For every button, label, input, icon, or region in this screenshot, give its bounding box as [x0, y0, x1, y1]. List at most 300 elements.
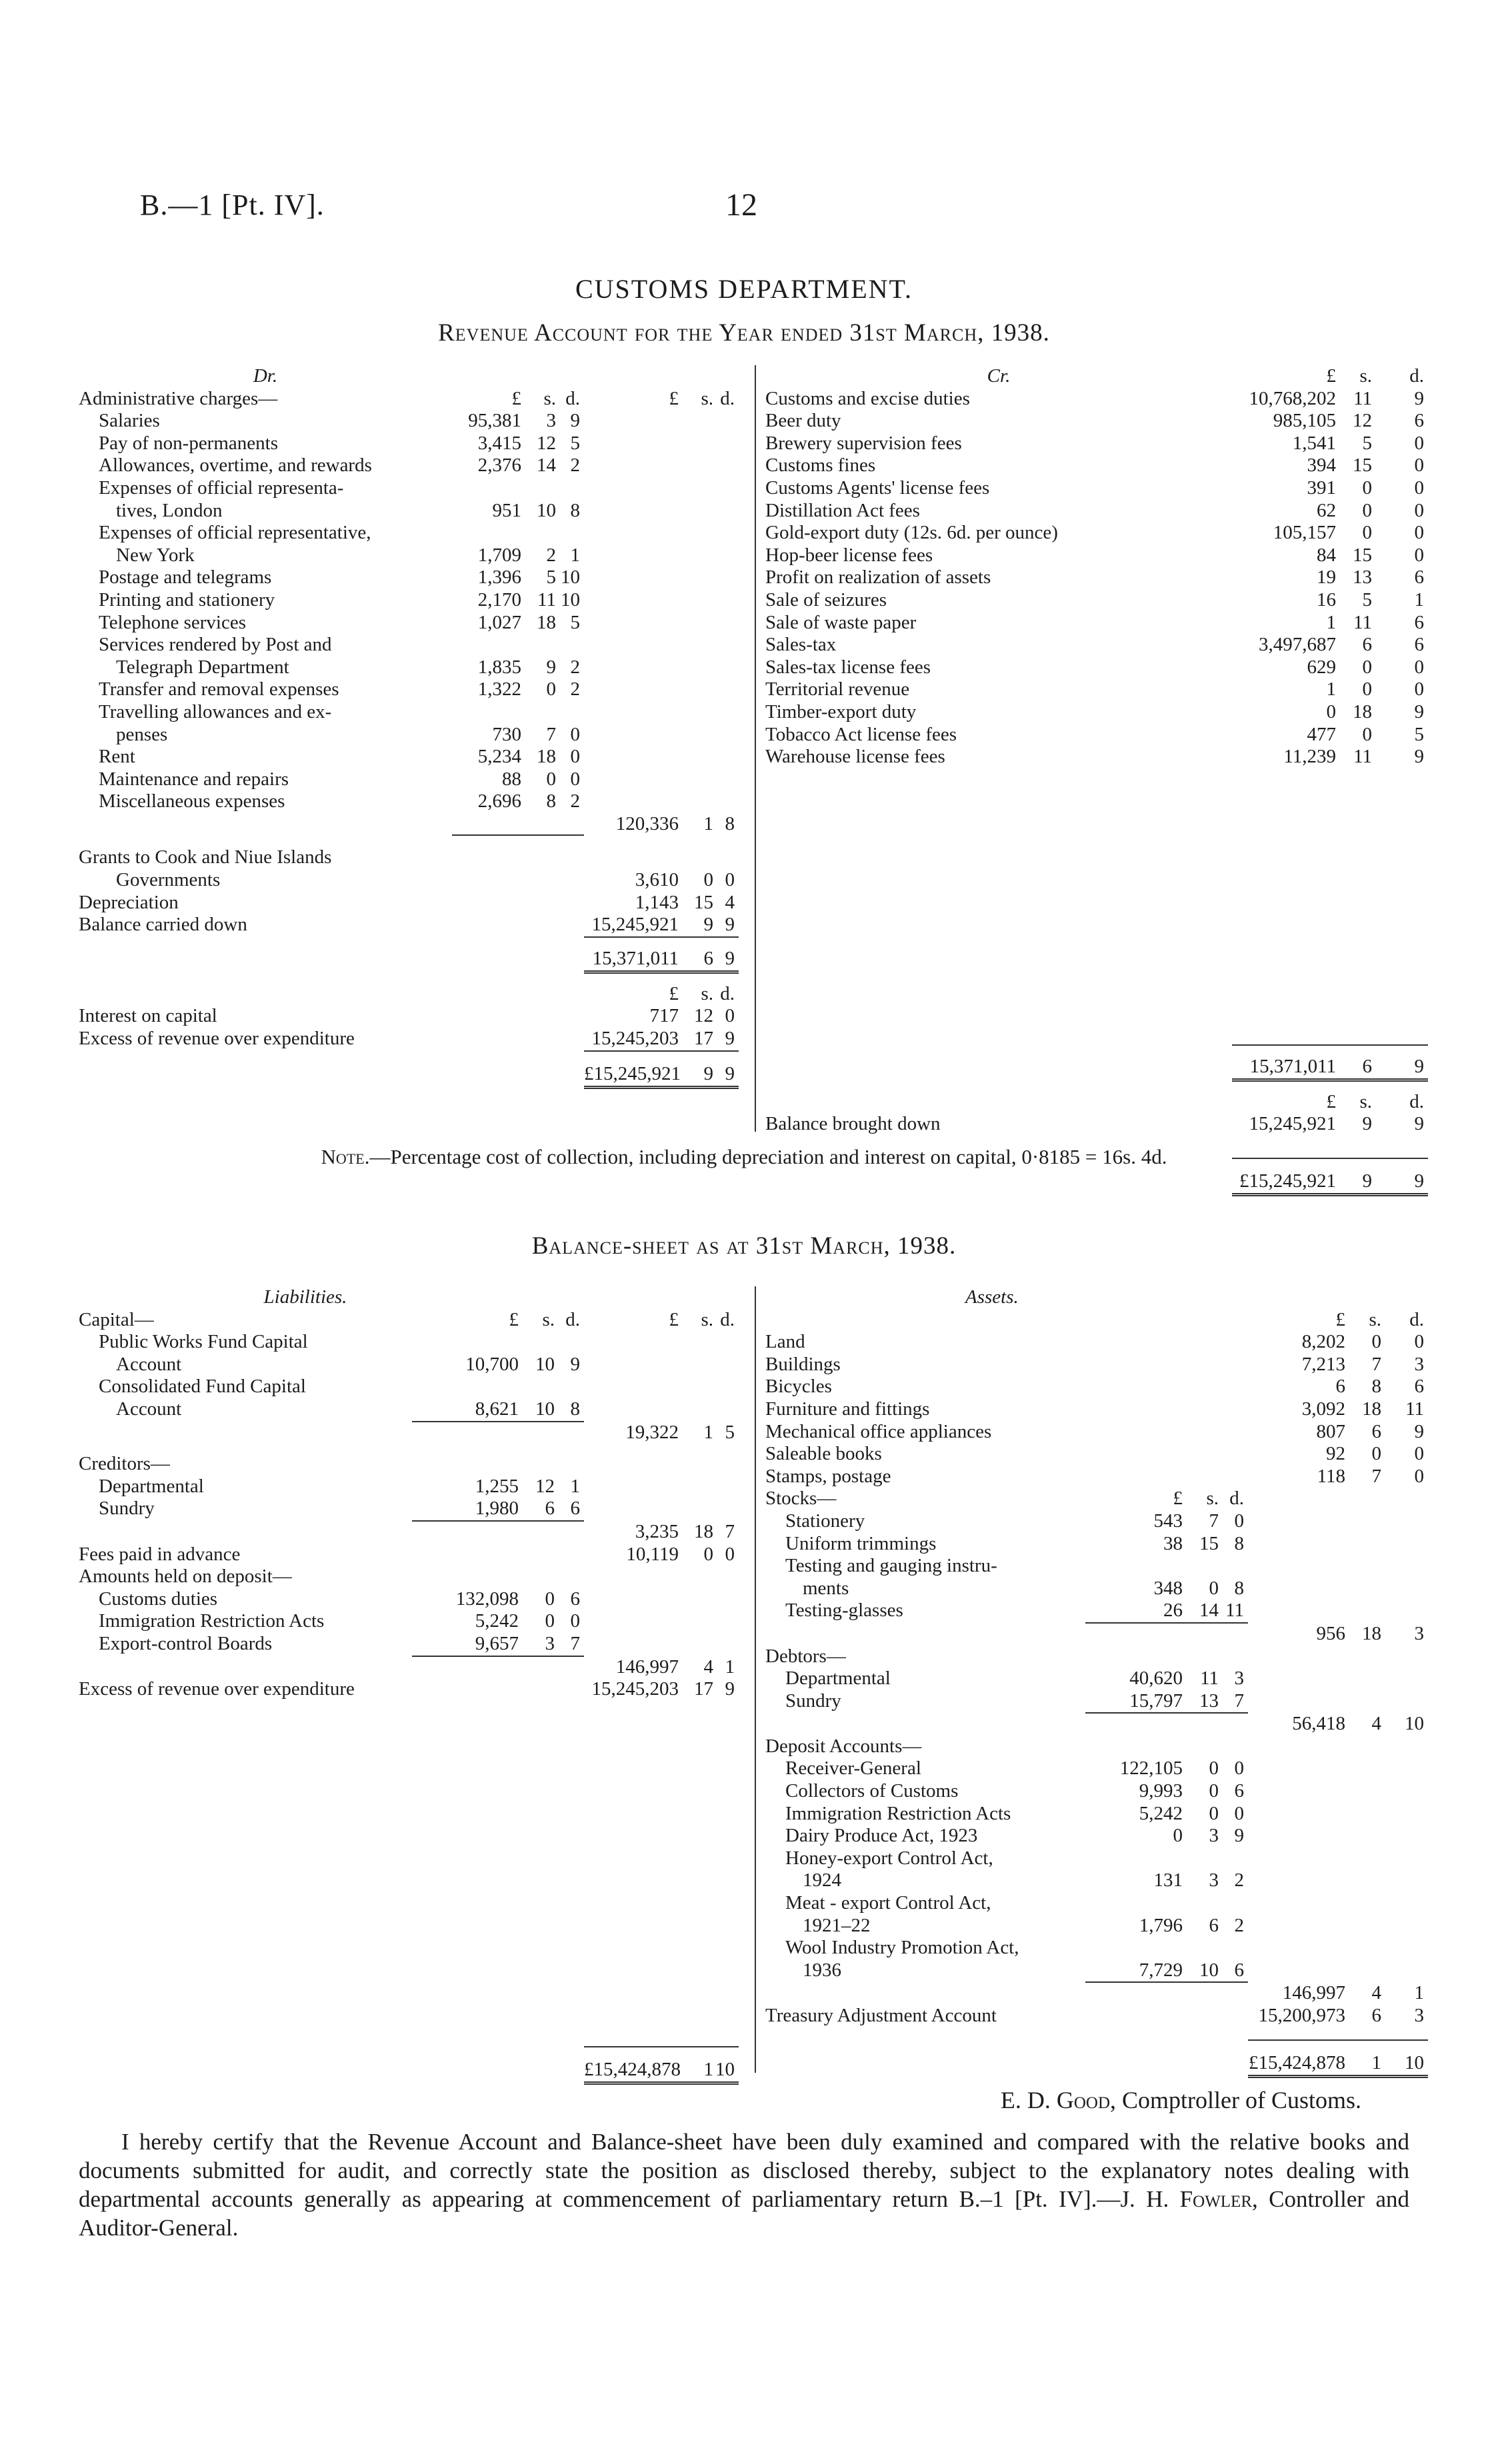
amount-d: 10	[561, 589, 580, 611]
amount-p: 1,796	[1139, 1914, 1183, 1936]
amount-p	[452, 634, 524, 656]
amount-d: 11	[1405, 1398, 1424, 1420]
amount-p: 10,700	[465, 1353, 519, 1375]
row-label: Grants to Cook and Niue Islands	[79, 846, 332, 868]
amount-s: 18	[1362, 1398, 1381, 1420]
amount-p: 5,242	[475, 1610, 519, 1632]
table-row	[79, 1376, 739, 1398]
amount-d: 9	[1414, 387, 1424, 409]
row-label: Customs duties	[99, 1588, 218, 1610]
row-label: Customs fines	[765, 455, 876, 477]
row-label: Allowances, overtime, and rewards	[99, 455, 372, 477]
amount-s: 0	[1209, 1802, 1219, 1824]
row-label: Collectors of Customs	[785, 1780, 959, 1802]
amount-d: 0	[1414, 678, 1424, 700]
amount-s: 11	[1200, 1668, 1219, 1690]
table-row	[79, 678, 739, 701]
table-row	[765, 1600, 1428, 1622]
amount-s: 5	[1362, 432, 1372, 454]
amount-d: 6	[1414, 611, 1424, 633]
amount-p: 629	[1307, 656, 1336, 678]
row-label: Sale of waste paper	[765, 611, 917, 633]
row-label: Account	[116, 1398, 182, 1420]
table-row	[765, 1668, 1428, 1690]
amount-s: 3	[545, 1632, 555, 1654]
amount-d: 6	[1414, 567, 1424, 589]
amount-p: 543	[1153, 1510, 1183, 1532]
amount-p: 2,376	[477, 455, 521, 477]
row-label: Immigration Restriction Acts	[99, 1610, 325, 1632]
amount-s	[1185, 1937, 1219, 1959]
amount-p: 348	[1153, 1577, 1183, 1599]
amount-p: 391	[1307, 477, 1336, 499]
amount-s: 11	[1353, 611, 1372, 633]
amount-s: 6	[1362, 634, 1372, 656]
row-label: Miscellaneous expenses	[99, 790, 285, 812]
admin-total: 120,336	[615, 812, 679, 834]
row-label: Account	[116, 1353, 182, 1375]
amount-p: 5,234	[477, 746, 521, 768]
table-row	[79, 433, 739, 455]
amount-p	[1085, 1848, 1185, 1870]
amount-p: 105,157	[1273, 522, 1336, 544]
assets-heading: Assets.	[965, 1286, 1019, 1308]
table-row	[79, 768, 739, 791]
row-label: Governments	[116, 869, 221, 891]
revenue-credit-table: Cr. £ s. d. Customs and excise duties 10,768,202 11 9 Beer duty 985,105 12 6 Brewery supervision fees 1,541 5 0 Customs fines 394 15 0 Customs Agents' license fees 391 0 0 Distillation Act fees 62 0 0 Gold-export duty (12s. 6d. per ounce) 105,157 0 0 Hop-beer license fees 84 15 0 Profit on realization of assets 19 13 6 Sale of seizures 16 5 1 Sale of waste paper 1 11 6 Sales-tax 3,497,687 6 6 Sales-tax license fees 629 0 0 Territorial revenue 1 0 0 Timber-export duty 0 18 9 Tobacco Act license fees 477 0 5 Warehouse license fees 11,239 11 9 15,371,011 6 9 £ s. d. Balance brought down 15,245,921 9 9 £15,245,921 9 9	[765, 365, 1428, 1196]
amount-p: 1	[1326, 678, 1336, 700]
amount-d: 3	[1234, 1668, 1244, 1690]
amount-d	[1219, 1848, 1248, 1870]
amount-p: 0	[1173, 1825, 1183, 1847]
amount-s: 0	[1362, 477, 1372, 499]
row-label: Telephone services	[99, 611, 247, 633]
amount-s: 7	[1371, 1353, 1381, 1375]
row-label: Distillation Act fees	[765, 499, 920, 521]
table-row	[79, 567, 739, 589]
balance-brought-down-label: Balance brought down	[765, 1113, 941, 1135]
amount-s: 11	[537, 589, 556, 611]
amount-d	[555, 1376, 584, 1398]
currency-pence: d.	[565, 387, 580, 409]
amount-s: 10	[535, 1398, 555, 1420]
table-row	[79, 1633, 739, 1656]
page-number: 12	[725, 187, 757, 223]
table-row	[765, 1937, 1428, 1959]
table-row	[79, 724, 739, 746]
revenue-dr-total: 15,371,011	[592, 948, 679, 970]
currency-pence: d.	[720, 387, 735, 409]
balance-brought-down-value: 15,245,921	[1249, 1113, 1336, 1135]
stocks-total: 956	[1316, 1622, 1345, 1644]
amount-p: 6	[1335, 1376, 1345, 1398]
table-row	[765, 1376, 1428, 1398]
amount-s: 11	[1353, 746, 1372, 768]
amount-d: 2	[570, 678, 580, 700]
table-row	[765, 1421, 1428, 1444]
amount-s: 3	[546, 410, 556, 432]
amount-d: 0	[1414, 1465, 1424, 1487]
table-row	[765, 567, 1428, 589]
amount-s	[1185, 1892, 1219, 1915]
amount-p: 8,621	[475, 1398, 519, 1420]
amount-p: 84	[1317, 544, 1336, 566]
row-label: Saleable books	[765, 1443, 882, 1465]
amount-d: 11	[1225, 1600, 1244, 1622]
amount-d: 8	[1234, 1577, 1244, 1599]
amount-d: 6	[570, 1588, 580, 1610]
amount-d: 0	[1414, 1331, 1424, 1353]
row-label: Services rendered by Post and	[99, 634, 332, 656]
amount-p: 26	[1163, 1600, 1183, 1622]
treasury-label: Treasury Adjustment Account	[765, 2005, 997, 2026]
table-row	[79, 410, 739, 433]
row-label: Bicycles	[765, 1376, 832, 1398]
amount-p: 132,098	[455, 1588, 519, 1610]
row-label: Expenses of official representa-	[99, 477, 344, 499]
table-row	[765, 678, 1428, 701]
table-row	[765, 746, 1428, 768]
amount-d: 0	[1414, 544, 1424, 566]
amount-s	[524, 701, 556, 724]
row-label: Beer duty	[765, 410, 841, 432]
table-row	[79, 746, 739, 768]
amount-p: 1,322	[477, 678, 521, 700]
amount-s: 6	[545, 1498, 555, 1520]
department-title: CUSTOMS DEPARTMENT.	[575, 274, 913, 304]
amount-s	[1185, 1555, 1219, 1578]
table-row	[79, 656, 739, 679]
amount-d: 0	[725, 869, 735, 891]
amount-p	[452, 701, 524, 724]
table-row	[765, 1825, 1428, 1848]
table-row	[765, 1780, 1428, 1803]
amount-p: 7,729	[1139, 1959, 1183, 1981]
table-row	[765, 1869, 1428, 1892]
table-row	[79, 634, 739, 656]
row-label: Postage and telegrams	[99, 567, 272, 589]
interest-value: 717	[649, 1005, 679, 1027]
revenue-grand-total: £15,245,921	[584, 1062, 681, 1084]
amount-d: 9	[725, 914, 735, 936]
amount-d: 9	[1234, 1825, 1244, 1847]
row-label: Salaries	[99, 410, 160, 432]
table-row	[765, 455, 1428, 477]
amount-p: 5,242	[1139, 1802, 1183, 1824]
amount-s: 0	[546, 678, 556, 700]
row-label: 1921–22	[803, 1914, 871, 1936]
stocks-label: Stocks—	[765, 1488, 837, 1510]
amount-p: 2,696	[477, 790, 521, 812]
assets-grand-total: £15,424,878	[1249, 2052, 1345, 2073]
table-row	[765, 500, 1428, 523]
amount-s: 0	[1362, 499, 1372, 521]
amount-s: 0	[1362, 723, 1372, 745]
amount-d: 0	[1234, 1802, 1244, 1824]
row-label: Brewery supervision fees	[765, 432, 962, 454]
amount-s: 0	[546, 768, 556, 790]
amount-d: 6	[570, 1498, 580, 1520]
amount-p: 3,610	[635, 869, 679, 891]
row-label: Pay of non-permanents	[99, 432, 278, 454]
row-label: New York	[116, 544, 195, 566]
amount-s: 0	[1209, 1577, 1219, 1599]
document-reference: B.—1 [Pt. IV].	[140, 189, 325, 221]
amount-d	[713, 846, 739, 869]
amount-s	[681, 846, 713, 869]
amount-p: 8,202	[1301, 1331, 1345, 1353]
amount-p: 16	[1317, 589, 1336, 611]
table-row	[765, 1510, 1428, 1533]
amount-p: 118	[1317, 1465, 1345, 1487]
amount-d	[556, 634, 584, 656]
amount-s: 10	[1199, 1959, 1219, 1981]
row-label: Gold-export duty (12s. 6d. per ounce)	[765, 522, 1058, 544]
amount-d: 6	[1414, 410, 1424, 432]
row-label: Rent	[99, 746, 135, 768]
row-label: Travelling allowances and ex-	[99, 700, 332, 722]
revenue-account-title: Revenue Account for the Year ended 31st March, 1938.	[438, 319, 1050, 347]
revenue-cr-total: 15,371,011	[1249, 1056, 1336, 1078]
revenue-cr-grand-total: £15,245,921	[1239, 1170, 1336, 1192]
amount-p: 0	[1326, 700, 1336, 722]
amount-s: 14	[537, 455, 556, 477]
creditors-total: 3,235	[635, 1520, 679, 1542]
row-label: Uniform trimmings	[785, 1532, 937, 1554]
amount-s: 12	[537, 432, 556, 454]
table-row	[79, 1498, 739, 1520]
amount-s: 10	[535, 1353, 555, 1375]
table-row	[765, 1803, 1428, 1826]
amount-s: 12	[535, 1475, 555, 1497]
revenue-divider	[755, 365, 756, 1132]
table-row	[765, 410, 1428, 433]
amount-p	[412, 1331, 521, 1354]
amount-s: 6	[1371, 1420, 1381, 1442]
assets-table: Assets. £ s. d. Land 8,202 0 0 Buildings 7,213 7 3 Bicycles 6 8 6 Furniture and fittings 3,092 18 11 Mechanical office appliances 807 6 9 Saleable books 92 0 0 Stamps, postage 118 7 0 Stocks— £ s. d. Stationery 543 7 0 Uniform trimmings 38 15 8 Testing and gauging instru- ments 348 0 8 Testing-glasses 26 14 11 956 18 3 Debtors— Departmental 40,620 11 3 Sundry 15,797 13 7 56,418 4 10 Deposit Accounts— Receiver-General 122,105 0 0 Collectors of Customs 9,993 0 6 Immigration Restriction Acts 5,242 0 0 Dairy Produce Act, 1923 0 3 9 Honey-export Control Act, 1924 131 3 2 Meat - export Control Act, 1921–22 1,796 6 2 Wool Industry Promotion Act, 1936 7,729 10 6 146,997 4 1 Treasury Adjustment Account 15,200,973 6 3 £15,424,878 1 10	[765, 1286, 1428, 2078]
amount-d: 8	[1234, 1532, 1244, 1554]
amount-s: 6	[1209, 1914, 1219, 1936]
amount-p: 951	[492, 499, 521, 521]
amount-d: 9	[570, 410, 580, 432]
amount-d: 6	[1414, 1376, 1424, 1398]
amount-d: 5	[570, 611, 580, 633]
row-label: ments	[803, 1577, 849, 1599]
table-row	[79, 500, 739, 523]
amount-d: 4	[725, 891, 735, 913]
deposit-total: 146,997	[615, 1656, 679, 1678]
liabilities-table: Liabilities. Capital— £ s. d. £ s. d. Public Works Fund Capital Account 10,700 10 9 Consolidated Fund Capital Account 8,621 10 8 19,322 1 5 Creditors— Departmental 1,255 12 1 Sundry 1,980 6 6 3,235 18 7 Fees paid in advance 10,119 0 0 Amounts held on deposit— Customs duties 132,098 0 6 Immigration Restriction Acts 5,242 0 0 Export-control Boards 9,657 3 7 146,997 4 1 Excess of revenue over expenditure 15,245,203 17 9 £15,424,878 1 10	[79, 1286, 739, 2085]
table-row	[765, 1758, 1428, 1780]
amount-d: 8	[570, 499, 580, 521]
table-row	[765, 701, 1428, 724]
amount-d: 0	[570, 768, 580, 790]
amount-d: 2	[570, 790, 580, 812]
table-row	[79, 589, 739, 612]
table-row	[765, 477, 1428, 500]
amount-p: 1	[1326, 611, 1336, 633]
amount-s: 9	[546, 656, 556, 678]
amount-d	[1219, 1892, 1248, 1915]
table-row	[765, 1533, 1428, 1556]
amount-s: 13	[1353, 567, 1372, 589]
table-row	[765, 1690, 1428, 1713]
amount-s: 7	[1371, 1465, 1381, 1487]
liab-excess-value: 15,245,203	[591, 1678, 679, 1700]
amount-s: 0	[1371, 1331, 1381, 1353]
amount-p: 1,027	[477, 611, 521, 633]
amount-s: 0	[1362, 656, 1372, 678]
debtors-label: Debtors—	[765, 1645, 846, 1667]
amount-d: 7	[1234, 1690, 1244, 1712]
amount-s	[521, 1376, 555, 1398]
table-row	[765, 1555, 1428, 1578]
currency-pound: £	[511, 387, 521, 409]
amount-s: 12	[1353, 410, 1372, 432]
amount-s: 3	[1209, 1869, 1219, 1891]
row-label: Mechanical office appliances	[765, 1420, 992, 1442]
row-label: Telegraph Department	[116, 656, 289, 678]
amount-d: 0	[570, 1610, 580, 1632]
amount-p	[1085, 1892, 1185, 1915]
amount-p: 131	[1153, 1869, 1183, 1891]
amount-d: 0	[1414, 1443, 1424, 1465]
balance-sheet-title: Balance-sheet as at 31st March, 1938.	[531, 1232, 957, 1260]
amount-d	[1219, 1555, 1248, 1578]
amount-s: 15	[1353, 544, 1372, 566]
excess-value: 15,245,203	[591, 1027, 679, 1049]
row-label: Stamps, postage	[765, 1465, 891, 1487]
row-label: Sundry	[785, 1690, 841, 1712]
amount-p: 730	[492, 723, 521, 745]
amount-p: 15,797	[1129, 1690, 1183, 1712]
row-label: Receiver-General	[785, 1758, 921, 1780]
table-row	[79, 612, 739, 634]
table-row	[79, 701, 739, 724]
row-label: 1936	[803, 1959, 841, 1981]
amount-s: 0	[545, 1610, 555, 1632]
amount-p: 7,213	[1301, 1353, 1345, 1375]
row-label: Sale of seizures	[765, 589, 887, 611]
table-row	[79, 455, 739, 477]
amount-p: 3,415	[477, 432, 521, 454]
amount-s: 15	[694, 891, 713, 913]
amount-s: 8	[1371, 1376, 1381, 1398]
amount-d: 7	[570, 1632, 580, 1654]
excess-label: Excess of revenue over expenditure	[79, 1027, 355, 1049]
amount-d: 0	[1414, 477, 1424, 499]
amount-s: 9	[703, 914, 713, 936]
row-label: Sundry	[99, 1498, 155, 1520]
amount-s	[1185, 1848, 1219, 1870]
amount-s: 0	[1371, 1443, 1381, 1465]
amount-p	[412, 1376, 521, 1398]
row-label: Furniture and fittings	[765, 1398, 930, 1420]
table-row	[765, 1892, 1428, 1915]
amount-p: 11,239	[1283, 746, 1336, 768]
amount-s: 18	[537, 746, 556, 768]
table-row	[79, 1331, 739, 1354]
table-row	[765, 1443, 1428, 1466]
row-label: Depreciation	[79, 891, 179, 913]
table-row	[765, 656, 1428, 679]
amount-s: 0	[1362, 522, 1372, 544]
liabilities-grand-total: £15,424,878	[584, 2059, 681, 2081]
table-row	[765, 1398, 1428, 1421]
amount-d: 2	[1234, 1869, 1244, 1891]
currency-shilling: s.	[701, 387, 713, 409]
treasury-value: 15,200,973	[1258, 2005, 1345, 2026]
amount-p: 92	[1326, 1443, 1345, 1465]
amount-d: 0	[1414, 522, 1424, 544]
amount-d: 0	[1414, 499, 1424, 521]
amount-s: 0	[1362, 678, 1372, 700]
table-row	[765, 522, 1428, 545]
amount-d	[556, 522, 584, 545]
amount-p: 394	[1307, 455, 1336, 477]
row-label: Meat - export Control Act,	[785, 1892, 991, 1914]
table-row	[765, 388, 1428, 411]
amount-d: 1	[570, 544, 580, 566]
amount-p: 1,255	[475, 1475, 519, 1497]
amount-d: 10	[561, 567, 580, 589]
amount-s: 3	[1209, 1825, 1219, 1847]
collection-note: Note.—Percentage cost of collection, including depreciation and interest on capital, 0·8185 = 16s. 4d.	[321, 1145, 1167, 1168]
table-row	[765, 1354, 1428, 1376]
row-label: Balance carried down	[79, 914, 247, 936]
amount-p: 807	[1316, 1420, 1345, 1442]
row-label: Public Works Fund Capital	[99, 1331, 308, 1353]
amount-d: 6	[1234, 1780, 1244, 1802]
row-label: 1924	[803, 1869, 841, 1891]
amount-d: 1	[570, 1475, 580, 1497]
amount-s: 5	[1362, 589, 1372, 611]
debtors-total: 56,418	[1292, 1713, 1345, 1735]
row-label: penses	[116, 723, 168, 745]
balance-divider	[755, 1286, 756, 2073]
table-row	[79, 1398, 739, 1421]
amount-p: 2,170	[477, 589, 521, 611]
currency-shilling: s.	[543, 387, 556, 409]
amount-s	[524, 477, 556, 500]
amount-s: 2	[546, 544, 556, 566]
amount-s	[521, 1331, 555, 1354]
amount-p: 40,620	[1129, 1668, 1183, 1690]
row-label: Sales-tax	[765, 634, 837, 656]
interest-label: Interest on capital	[79, 1005, 217, 1027]
row-label: Consolidated Fund Capital	[99, 1376, 306, 1398]
amount-p	[452, 477, 524, 500]
row-label: Sales-tax license fees	[765, 656, 931, 678]
table-row	[79, 477, 739, 500]
amount-p: 1,709	[477, 544, 521, 566]
liabilities-heading: Liabilities.	[263, 1286, 347, 1308]
admin-charges-label: Administrative charges—	[79, 387, 278, 409]
row-label: Export-control Boards	[99, 1632, 273, 1654]
audit-certificate: I hereby certify that the Revenue Account and Balance-sheet have been duly examined and compared with the relative books and documents submitted for audit, and correctly state the position as disclosed thereby, subject to the explanatory notes dealing with departmental accounts generally as appearing at commencement of parliamentary return B.–1 [Pt. IV].—J. H. Fowler, Controller and Auditor-General.	[79, 2129, 1409, 2241]
row-label: Buildings	[765, 1353, 841, 1375]
amount-s: 11	[1353, 387, 1372, 409]
row-label: Hop-beer license fees	[765, 544, 933, 566]
table-row	[765, 612, 1428, 634]
row-label: Territorial revenue	[765, 678, 910, 700]
amount-p: 9,993	[1139, 1780, 1183, 1802]
amount-d: 2	[1234, 1914, 1244, 1936]
amount-d	[556, 701, 584, 724]
amount-p: 3,497,687	[1259, 634, 1336, 656]
amount-s: 10	[537, 499, 556, 521]
amount-p	[584, 846, 681, 869]
